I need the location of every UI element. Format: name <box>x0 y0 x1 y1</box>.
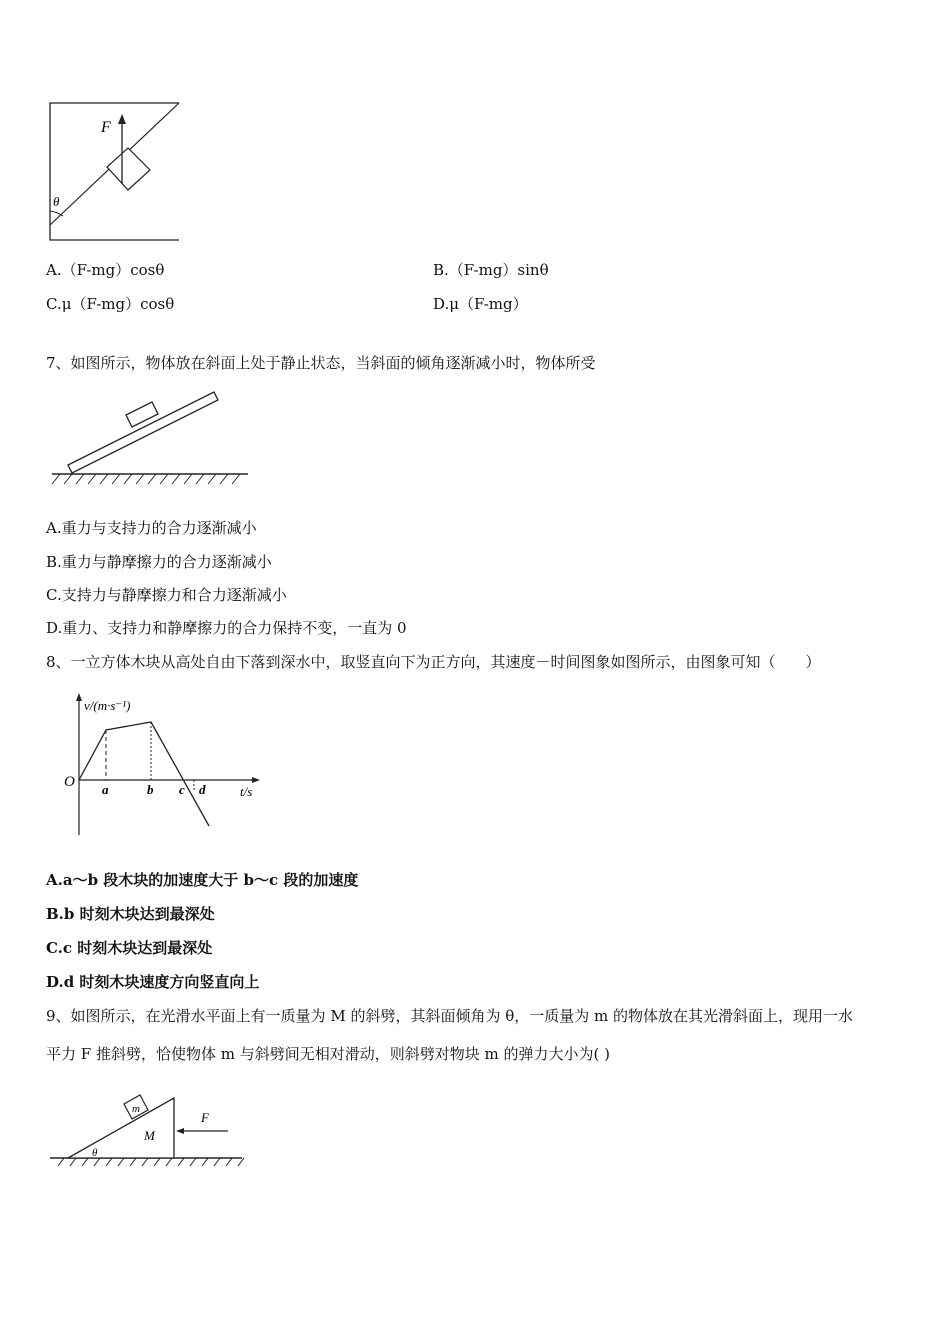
q8-y-axis-label: v/(m·s⁻¹) <box>84 698 131 713</box>
q8-option-a: A.a～b 段木块的加速度大于 b～c 段的加速度 <box>46 871 359 889</box>
q9-stem-line1: 9、如图所示，在光滑水平面上有一质量为 M 的斜劈，其斜面倾角为 θ，一质量为 m 的物体放在其光滑斜面上，现用一水 <box>46 1007 854 1025</box>
q6-incline-figure <box>44 98 184 244</box>
q8-option-b: B.b 时刻木块达到最深处 <box>46 905 215 923</box>
q9-angle-label: θ <box>92 1147 98 1159</box>
q8-stem: 8、一立方体木块从高处自由下落到深水中，取竖直向下为正方向，其速度－时间图象如图所示，由图象可知（ ） <box>46 653 821 671</box>
q6-angle-label: θ <box>53 194 60 209</box>
q8-option-c: C.c 时刻木块达到最深处 <box>46 939 213 957</box>
q7-option-c: C.支持力与静摩擦力和合力逐渐减小 <box>46 586 287 604</box>
q9-force-label: F <box>201 1110 209 1125</box>
q9-wedge-figure <box>48 1090 246 1170</box>
q9-stem-line2: 平力 F 推斜劈，恰使物体 m 与斜劈间无相对滑动，则斜劈对物块 m 的弹力大小为( ) <box>46 1045 610 1063</box>
q8-tick-c: c <box>179 782 185 797</box>
q9-small-mass-label: m <box>132 1103 140 1115</box>
q8-tick-a: a <box>102 782 109 797</box>
q7-stem: 7、如图所示，物体放在斜面上处于静止状态，当斜面的倾角逐渐减小时，物体所受 <box>46 354 596 372</box>
q6-option-c: C.μ（F-mg）cosθ <box>46 295 175 313</box>
q8-origin-label: O <box>64 774 75 790</box>
q9-wedge-label: M <box>144 1128 155 1143</box>
q8-x-axis-label: t/s <box>240 784 253 799</box>
q6-option-a: A.（F-mg）cosθ <box>46 261 165 279</box>
q7-incline-figure <box>48 388 254 488</box>
q6-option-b: B.（F-mg）sinθ <box>433 261 549 279</box>
q7-option-d: D.重力、支持力和静摩擦力的合力保持不变，一直为 0 <box>46 619 407 637</box>
q6-force-label: F <box>101 119 111 136</box>
q8-tick-b: b <box>147 782 154 797</box>
q8-velocity-line <box>79 722 209 826</box>
q7-option-a: A.重力与支持力的合力逐渐减小 <box>46 519 257 537</box>
q8-velocity-time-graph <box>62 690 266 840</box>
q7-option-b: B.重力与静摩擦力的合力逐渐减小 <box>46 553 272 571</box>
q6-option-d: D.μ（F-mg） <box>433 295 528 313</box>
q8-tick-d: d <box>199 782 206 797</box>
q8-option-d: D.d 时刻木块速度方向竖直向上 <box>46 973 260 991</box>
